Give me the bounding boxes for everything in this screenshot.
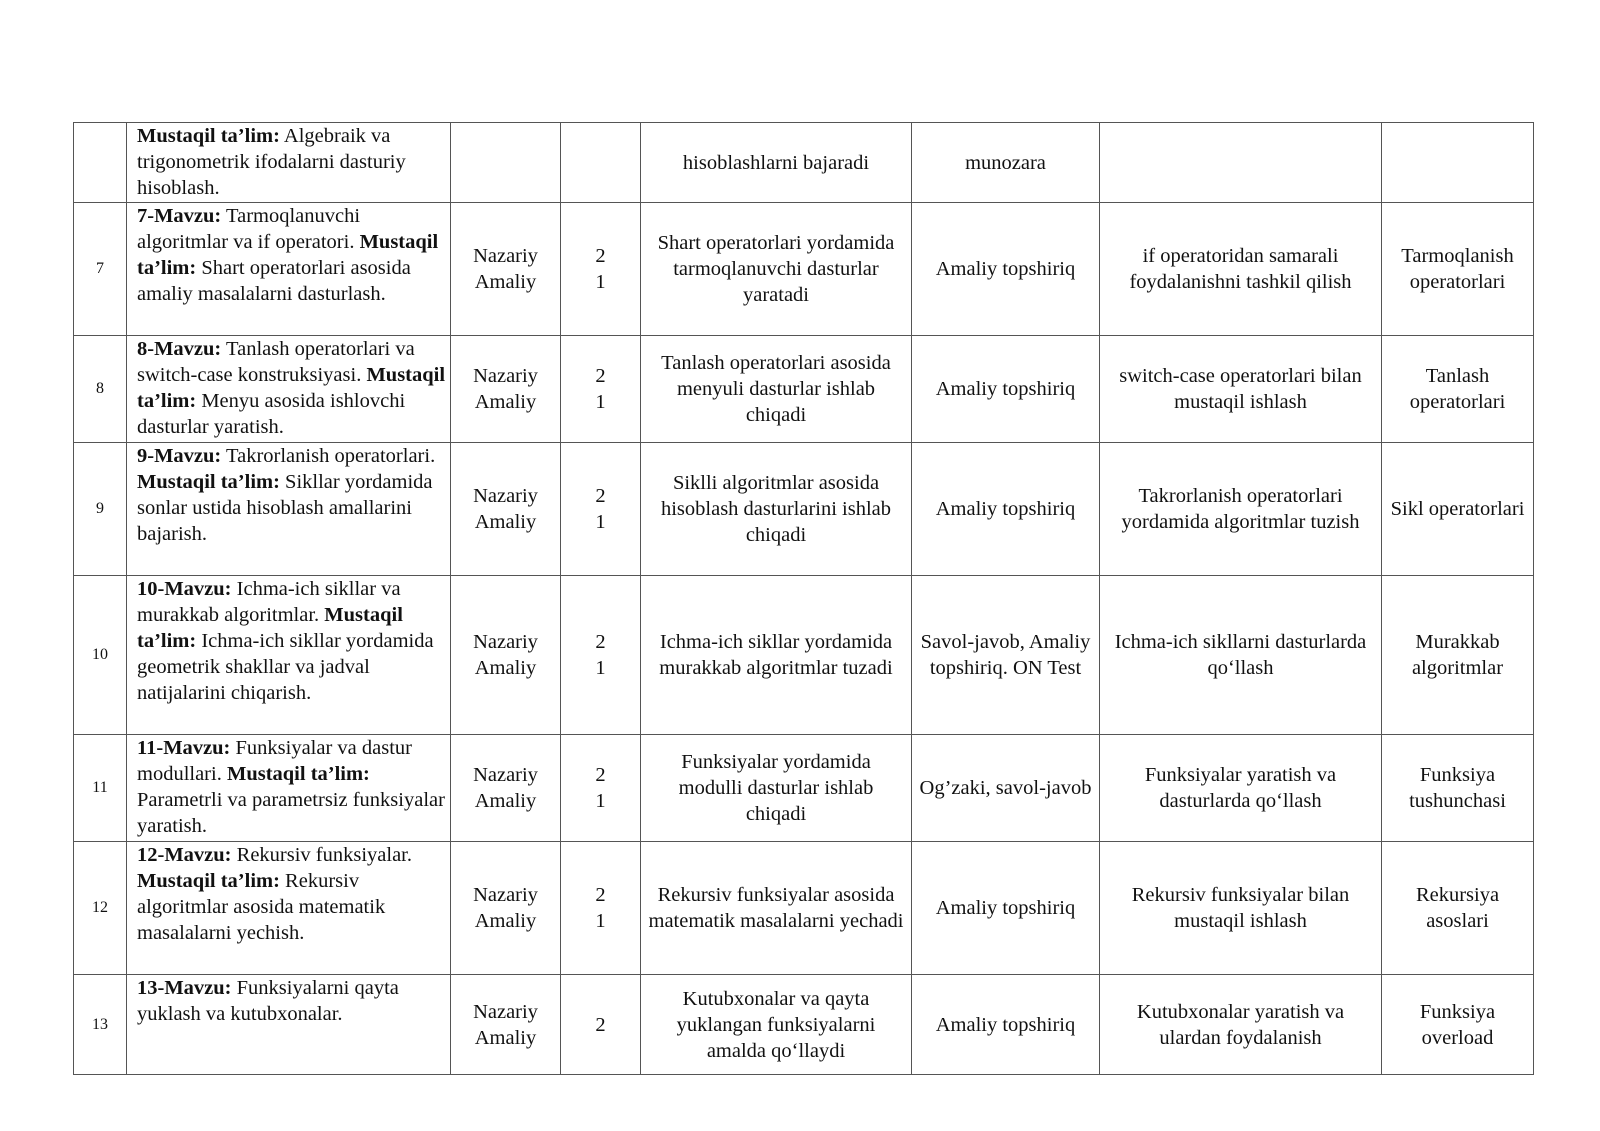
self-study-text: Shart operatorlari asosida amaliy masalalarni dasturlash.: [137, 257, 411, 305]
keywords-cell: Murakkab algoritmlar: [1382, 576, 1534, 735]
row-number: [74, 123, 127, 203]
table-row: [74, 975, 1534, 1075]
row-number: 13: [74, 975, 127, 1075]
form-cell: [451, 576, 561, 735]
table-row: [74, 336, 1534, 443]
outcome-cell: Tanlash operatorlari asosida menyuli dasturlar ishlab chiqadi: [641, 336, 912, 443]
topic-heading: 11-Mavzu:: [137, 737, 231, 759]
form-type: Amaliy: [474, 271, 537, 293]
form-type: Nazariy: [473, 1000, 538, 1023]
row-number: 8: [74, 336, 127, 443]
assessment-cell: Amaliy topshiriq: [912, 203, 1100, 336]
form-type: Amaliy: [474, 657, 537, 679]
self-study-heading: Mustaqil ta’lim:: [137, 125, 280, 147]
self-study-heading: Mustaqil ta’lim:: [137, 870, 280, 892]
hours-value: 2: [595, 485, 606, 507]
topic-cell: [127, 975, 451, 1075]
hours-cell: [561, 203, 641, 336]
self-study-heading: Mustaqil ta’lim:: [137, 364, 446, 412]
competence-cell: Rekursiv funksiyalar bilan mustaqil ishlash: [1100, 842, 1382, 975]
outcome-cell: Shart operatorlari yordamida tarmoqlanuvchi dasturlar yaratadi: [641, 203, 912, 336]
form-type: Amaliy: [474, 1026, 537, 1049]
hours-cell: [561, 735, 641, 842]
form-cell: [451, 203, 561, 336]
form-type: Nazariy: [473, 884, 538, 906]
self-study-text: Algebraik va trigonometrik ifodalarni dasturiy hisoblash.: [137, 125, 406, 199]
topic-heading: 12-Mavzu:: [137, 844, 232, 866]
hours-value: 1: [595, 391, 606, 413]
table-row: [74, 576, 1534, 735]
form-type: Nazariy: [473, 365, 538, 387]
self-study-heading: Mustaqil ta’lim:: [226, 763, 370, 785]
assessment-cell: Amaliy topshiriq: [912, 443, 1100, 576]
topic-cell: [127, 735, 451, 842]
hours-cell: [561, 123, 641, 203]
hours-cell: [561, 975, 641, 1075]
form-cell: [451, 443, 561, 576]
topic-cell: [127, 842, 451, 975]
keywords-cell: [1382, 123, 1534, 203]
row-number: 9: [74, 443, 127, 576]
topic-cell: [127, 576, 451, 735]
row-number: 12: [74, 842, 127, 975]
assessment-cell: Amaliy topshiriq: [912, 336, 1100, 443]
curriculum-table: [73, 122, 1534, 1075]
self-study-heading: Mustaqil ta’lim:: [137, 231, 439, 279]
outcome-cell: Ichma-ich sikllar yordamida murakkab algoritmlar tuzadi: [641, 576, 912, 735]
hours-value: 1: [595, 271, 606, 293]
form-type: Nazariy: [473, 631, 538, 653]
keywords-cell: Funksiya overload: [1382, 975, 1534, 1075]
keywords-cell: Tarmoqlanish operatorlari: [1382, 203, 1534, 336]
self-study-text: Rekursiv algoritmlar asosida matematik masalalarni yechish.: [137, 870, 386, 944]
hours-value: 2: [595, 764, 606, 786]
hours-value: 2: [595, 884, 606, 906]
assessment-cell: munozara: [912, 123, 1100, 203]
outcome-cell: hisoblashlarni bajaradi: [641, 123, 912, 203]
topic-text: Takrorlanish operatorlari.: [221, 445, 436, 467]
form-cell: [451, 123, 561, 203]
assessment-cell: Og’zaki, savol-javob: [912, 735, 1100, 842]
self-study-heading: Mustaqil ta’lim:: [137, 604, 403, 652]
topic-text: Funksiyalarni qayta yuklash va kutubxonalar.: [137, 977, 399, 1025]
hours-cell: [561, 842, 641, 975]
assessment-cell: Amaliy topshiriq: [912, 975, 1100, 1075]
topic-heading: 7-Mavzu:: [137, 205, 222, 227]
hours-value: 2: [595, 245, 606, 267]
table-row: [74, 203, 1534, 336]
hours-value: 1: [595, 910, 606, 932]
outcome-cell: Funksiyalar yordamida modulli dasturlar ishlab chiqadi: [641, 735, 912, 842]
topic-text: Tanlash operatorlari va switch-case konstruksiyasi.: [137, 338, 415, 386]
form-type: Amaliy: [474, 910, 537, 932]
topic-cell: [127, 203, 451, 336]
hours-value: 1: [595, 511, 606, 533]
outcome-cell: Siklli algoritmlar asosida hisoblash dasturlarini ishlab chiqadi: [641, 443, 912, 576]
hours-value: 2: [595, 1013, 606, 1036]
hours-value: 2: [595, 365, 606, 387]
competence-cell: if operatoridan samarali foydalanishni tashkil qilish: [1100, 203, 1382, 336]
form-cell: [451, 975, 561, 1075]
row-number: 10: [74, 576, 127, 735]
self-study-text: Parametrli va parametrsiz funksiyalar yaratish.: [137, 789, 445, 837]
topic-heading: 8-Mavzu:: [137, 338, 222, 360]
competence-cell: Kutubxonalar yaratish va ulardan foydalanish: [1100, 975, 1382, 1075]
form-type: Amaliy: [474, 511, 537, 533]
topic-cell: [127, 336, 451, 443]
self-study-heading: Mustaqil ta’lim:: [137, 471, 280, 493]
hours-value: 1: [595, 657, 606, 679]
hours-value: 1: [595, 790, 606, 812]
table-row: [74, 123, 1534, 203]
topic-cell: [127, 443, 451, 576]
outcome-cell: Rekursiv funksiyalar asosida matematik masalalarni yechadi: [641, 842, 912, 975]
form-cell: [451, 735, 561, 842]
form-type: Nazariy: [473, 764, 538, 786]
topic-text: Ichma-ich sikllar va murakkab algoritmlar.: [137, 578, 401, 626]
topic-cell: [127, 123, 451, 203]
outcome-cell: Kutubxonalar va qayta yuklangan funksiyalarni amalda qo‘llaydi: [641, 975, 912, 1075]
competence-cell: Funksiyalar yaratish va dasturlarda qo‘llash: [1100, 735, 1382, 842]
topic-heading: 10-Mavzu:: [137, 578, 232, 600]
form-cell: [451, 842, 561, 975]
form-cell: [451, 336, 561, 443]
competence-cell: [1100, 123, 1382, 203]
keywords-cell: Sikl operatorlari: [1382, 443, 1534, 576]
table-row: [74, 842, 1534, 975]
competence-cell: Ichma-ich sikllarni dasturlarda qo‘llash: [1100, 576, 1382, 735]
hours-cell: [561, 336, 641, 443]
competence-cell: Takrorlanish operatorlari yordamida algoritmlar tuzish: [1100, 443, 1382, 576]
form-type: Nazariy: [473, 245, 538, 267]
competence-cell: switch-case operatorlari bilan mustaqil ishlash: [1100, 336, 1382, 443]
table-row: [74, 443, 1534, 576]
topic-heading: 13-Mavzu:: [137, 977, 232, 999]
form-type: Amaliy: [474, 790, 537, 812]
hours-value: 2: [595, 631, 606, 653]
form-type: Amaliy: [474, 391, 537, 413]
self-study-text: Menyu asosida ishlovchi dasturlar yaratish.: [137, 390, 406, 438]
assessment-cell: Amaliy topshiriq: [912, 842, 1100, 975]
topic-heading: 9-Mavzu:: [137, 445, 222, 467]
assessment-cell: Savol-javob, Amaliy topshiriq. ON Test: [912, 576, 1100, 735]
topic-text: Rekursiv funksiyalar.: [231, 844, 413, 866]
row-number: 7: [74, 203, 127, 336]
topic-text: Tarmoqlanuvchi algoritmlar va if operatori.: [137, 205, 361, 253]
hours-cell: [561, 576, 641, 735]
keywords-cell: Tanlash operatorlari: [1382, 336, 1534, 443]
table-row: [74, 735, 1534, 842]
form-type: Nazariy: [473, 485, 538, 507]
self-study-text: Sikllar yordamida sonlar ustida hisoblash amallarini bajarish.: [137, 471, 433, 545]
row-number: 11: [74, 735, 127, 842]
keywords-cell: Funksiya tushunchasi: [1382, 735, 1534, 842]
topic-text: Funksiyalar va dastur modullari.: [137, 737, 412, 785]
hours-cell: [561, 443, 641, 576]
self-study-text: Ichma-ich sikllar yordamida geometrik shakllar va jadval natijalarini chiqarish.: [137, 630, 434, 704]
keywords-cell: Rekursiya asoslari: [1382, 842, 1534, 975]
